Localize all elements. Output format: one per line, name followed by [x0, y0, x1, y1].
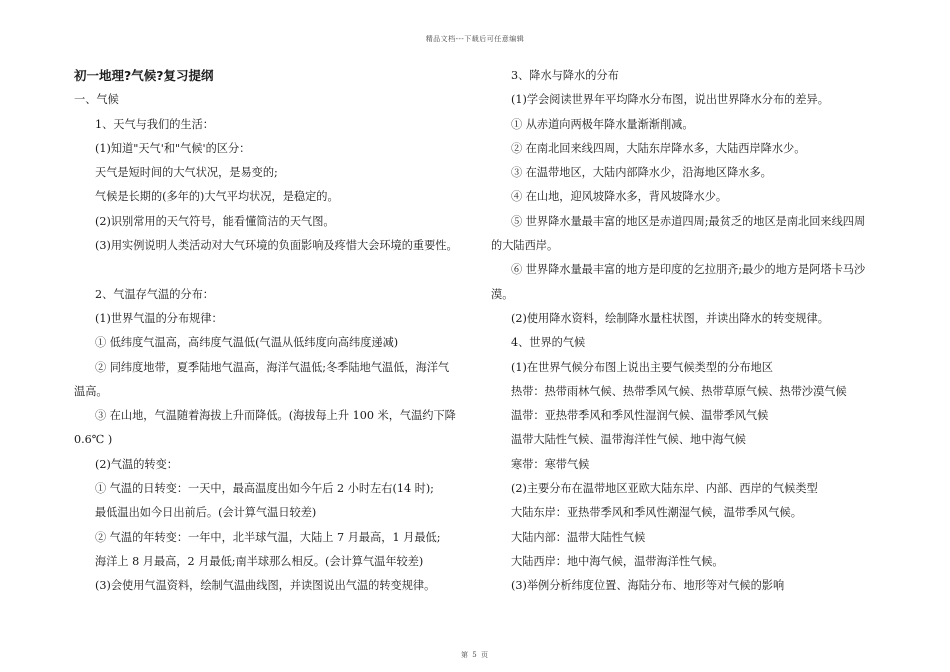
text-line: 气候是长期的(多年的)大气平均状况，是稳定的。 [95, 190, 339, 204]
text-line: 温带大陆性气候、温带海洋性气候、地中海气候 [511, 433, 746, 447]
text-line: ④ 在山地，迎风坡降水多，背风坡降水少。 [511, 190, 728, 204]
text-line: (1)知道"天气'和"气候'的区分： [95, 141, 251, 155]
text-line: 最低温出如今日出前后。(会计算气温日较差) [95, 506, 317, 520]
text-line: 1、天气与我们的生活： [95, 117, 214, 131]
text-line: 大陆内部：温带大陆性气候 [511, 530, 646, 544]
text-line: 4、世界的气候 [511, 336, 586, 350]
text-line: (2)主要分布在温带地区亚欧大陆东岸、内部、西岸的气候类型 [511, 482, 818, 496]
text-line: (3)用实例说明人类活动对大气环境的负面影响及疼惜大会环境的重要性。 [95, 239, 458, 253]
text-line: 的大陆西岸。 [491, 239, 559, 253]
text-line: 寒带：寒带气候 [511, 457, 590, 471]
text-line: 温高。 [74, 384, 108, 398]
text-line: ② 在南北回来线四周，大陆东岸降水多，大陆西岸降水少。 [511, 141, 806, 155]
text-line: 天气是短时间的大气状况，是易变的; [95, 166, 278, 180]
text-line: (2)识别常用的天气符号，能看懂简洁的天气图。 [95, 214, 335, 228]
text-line: ① 气温的日转变：一天中，最高温度出如今午后 2 小时左右(14 时); [95, 482, 434, 496]
text-line: ② 同纬度地带，夏季陆地气温高，海洋气温低;冬季陆地气温低，海洋气 [95, 360, 450, 374]
text-line: 0.6℃ ) [74, 433, 113, 447]
text-line: ⑤ 世界降水量最丰富的地区是赤道四周;最贫乏的地区是南北回来线四周 [511, 214, 866, 228]
text-line: 2、气温存气温的分布： [95, 287, 214, 301]
text-line: ③ 在温带地区，大陆内部降水少，沿海地区降水多。 [511, 166, 772, 180]
text-line: ① 从赤道向两极年降水量渐渐削减。 [511, 117, 694, 131]
text-line: (1)在世界气候分布图上说出主要气候类型的分布地区 [511, 360, 773, 374]
document-title: 初一地理?气候?复习提纲 [74, 68, 214, 83]
text-line: (1)学会阅读世界年平均降水分布图，说出世界降水分布的差异。 [511, 93, 829, 107]
text-line: 大陆西岸：地中海气候，温带海洋性气候。 [511, 554, 724, 568]
text-line: ② 气温的年转变：一年中，北半球气温，大陆上 7 月最高，1 月最低; [95, 530, 441, 544]
text-line: (3)会使用气温资料，绘制气温曲线图，并读图说出气温的转变规律。 [95, 579, 436, 593]
text-line: (2)使用降水资料，绘制降水量柱状图，并读出降水的转变规律。 [511, 311, 829, 325]
text-line: 海洋上 8 月最高，2 月最低;南半球那么相反。(会计算气温年较差) [95, 554, 424, 568]
page-header: 精品文档---下载后可任意编辑 [425, 35, 525, 43]
text-line: 大陆东岸：亚热带季风和季风性潮湿气候，温带季风气候。 [511, 506, 802, 520]
left-column [74, 64, 466, 599]
text-line: 温带：亚热带季风和季风性湿润气候、温带季风气候 [511, 409, 769, 423]
text-line: (3)举例分析纬度位置、海陆分布、地形等对气候的影响 [511, 579, 785, 593]
right-column [491, 64, 887, 599]
text-line: ③ 在山地，气温随着海拔上升而降低。(海拔每上升 100 米，气温约下降 [95, 409, 456, 423]
text-line: ⑥ 世界降水量最丰富的地方是印度的乞拉朋齐;最少的地方是阿塔卡马沙 [511, 263, 866, 277]
text-line: ① 低纬度气温高，高纬度气温低(气温从低纬度向高纬度递减) [95, 336, 399, 350]
text-line: 漠。 [491, 287, 514, 301]
text-line: (2)气温的转变： [95, 457, 178, 471]
text-line: 一、气候 [74, 93, 119, 107]
text-line: 热带：热带雨林气候、热带季风气候、热带草原气候、热带沙漠气候 [511, 384, 847, 398]
text-line: 3、降水与降水的分布 [511, 69, 619, 82]
text-line: (1)世界气温的分布规律： [95, 311, 223, 325]
page-footer: 第 5 页 [461, 651, 489, 659]
blank-line [74, 258, 466, 282]
